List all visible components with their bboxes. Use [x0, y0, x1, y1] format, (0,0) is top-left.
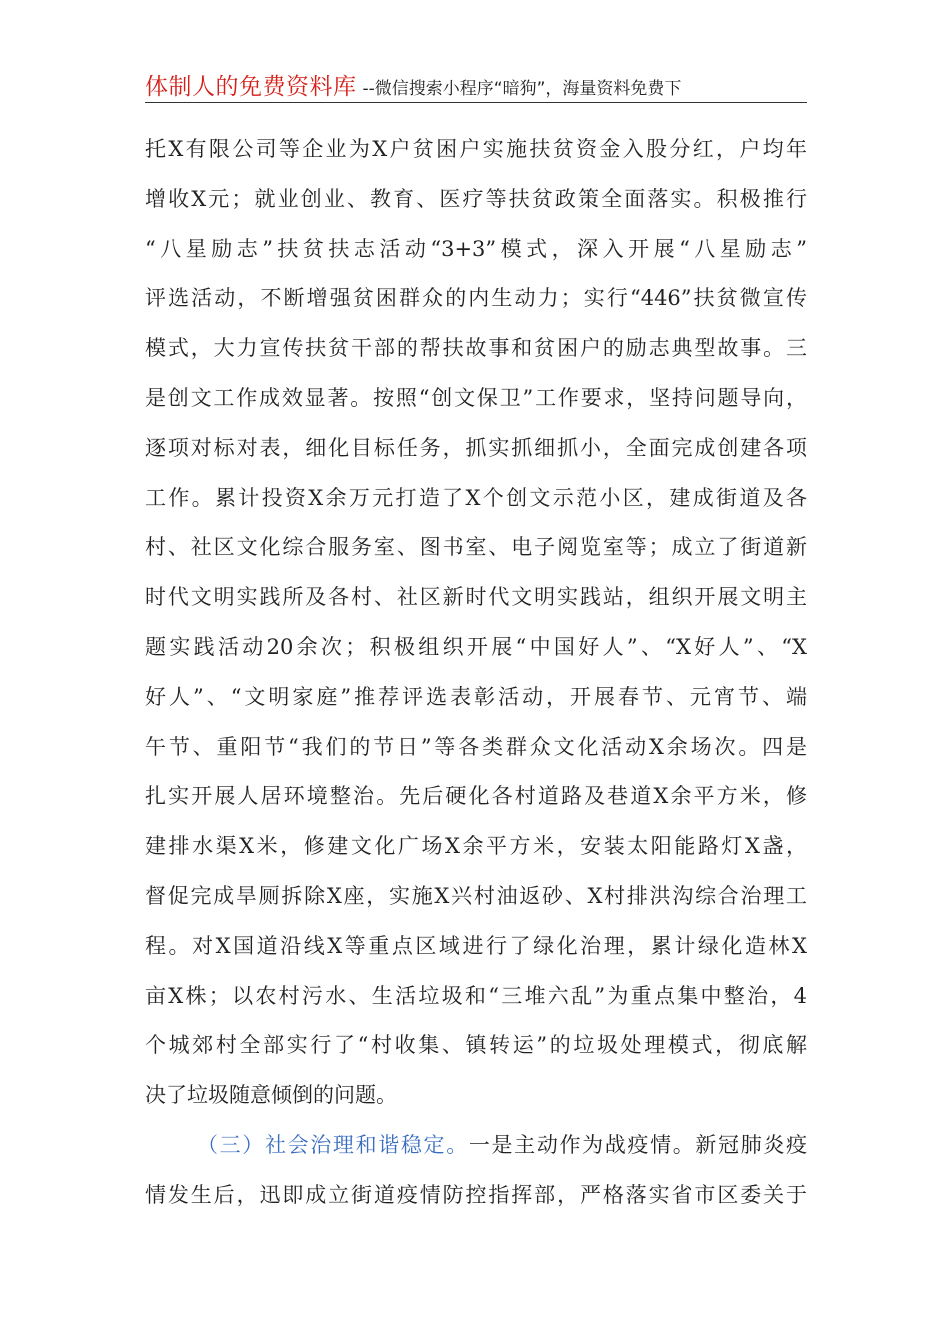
- page-header: [145, 68, 807, 103]
- body-line: 建排水渠X米，修建文化广场X余平方米，安装太阳能路灯X盏，: [145, 834, 807, 859]
- body-line: 扎实开展人居环境整治。先后硬化各村道路及巷道X余平方米，修: [145, 784, 807, 809]
- body-line-paragraph-end: 决了垃圾随意倾倒的问题。: [145, 1083, 397, 1108]
- section-3-second-line: 情发生后，迅即成立街道疫情防控指挥部，严格落实省市区委关于: [145, 1182, 807, 1207]
- body-line: 时代文明实践所及各村、社区新时代文明实践站，组织开展文明主: [145, 585, 807, 610]
- body-line: 增收X元；就业创业、教育、医疗等扶贫政策全面落实。积极推行: [145, 186, 807, 211]
- section-3-heading: （三）社会治理和谐稳定。: [197, 1132, 469, 1157]
- body-line: 督促完成旱厕拆除X座，实施X兴村油返砂、X村排洪沟综合治理工: [145, 883, 807, 908]
- body-line: “八星励志”扶贫扶志活动“3+3”模式，深入开展“八星励志”: [145, 236, 807, 261]
- body-line: 评选活动，不断增强贫困群众的内生动力；实行“446”扶贫微宣传: [145, 286, 807, 311]
- document-body: [145, 125, 807, 1221]
- section-3-first-line: [145, 1121, 807, 1171]
- body-line: 村、社区文化综合服务室、图书室、电子阅览室等；成立了街道新: [145, 535, 807, 560]
- body-line: 题实践活动20余次；积极组织开展“中国好人”、“X好人”、“X: [145, 634, 807, 659]
- header-slogan-text: --微信搜索小程序“暗狗”，海量资料免费下: [362, 79, 682, 99]
- body-line: 午节、重阳节“我们的节日”等各类群众文化活动X余场次。四是: [145, 734, 807, 759]
- body-line: 是创文工作成效显著。按照“创文保卫”工作要求，坚持问题导向，: [145, 385, 807, 410]
- body-line: 好人”、“文明家庭”推荐评选表彰活动，开展春节、元宵节、端: [145, 684, 807, 709]
- body-line: 亩X株；以农村污水、生活垃圾和“三堆六乱”为重点集中整治，4: [145, 983, 807, 1008]
- body-line: 工作。累计投资X余万元打造了X个创文示范小区，建成街道及各: [145, 485, 807, 510]
- body-line: 托X有限公司等企业为X户贫困户实施扶贫资金入股分红，户均年: [145, 137, 807, 161]
- section-3-lead-text: 一是主动作为战疫情。新冠肺炎疫: [468, 1132, 807, 1157]
- body-line: 模式，大力宣传扶贫干部的帮扶故事和贫困户的励志典型故事。三: [145, 336, 807, 361]
- body-line: 个城郊村全部实行了“村收集、镇转运”的垃圾处理模式，彻底解: [145, 1033, 807, 1058]
- body-line: 逐项对标对表，细化目标任务，抓实抓细抓小，全面完成创建各项: [145, 435, 807, 460]
- body-line: 程。对X国道沿线X等重点区域进行了绿化治理，累计绿化造林X: [145, 933, 807, 958]
- header-brand-text: 体制人的免费资料库: [145, 74, 357, 100]
